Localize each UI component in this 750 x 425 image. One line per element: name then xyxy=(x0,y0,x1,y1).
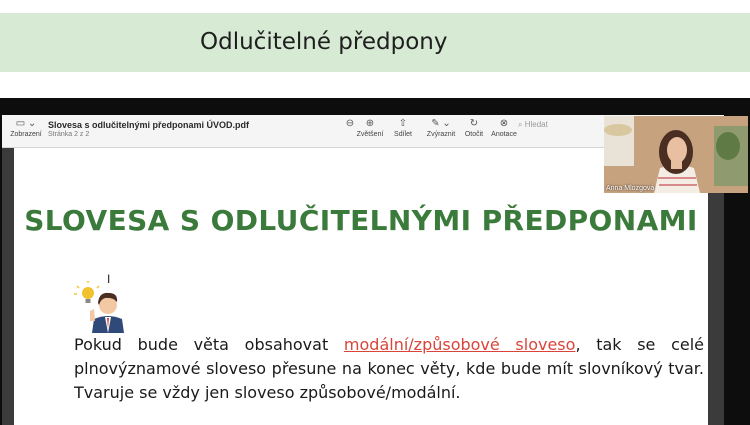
share-icon: ⇧ xyxy=(398,118,408,129)
lesson-banner xyxy=(0,13,750,72)
zoom-button[interactable]: ⊕ Zvětšení xyxy=(350,118,390,140)
zoom-out-icon[interactable]: ⊖ xyxy=(345,118,355,129)
participant-video-image xyxy=(604,116,748,193)
rotate-icon: ↻ xyxy=(469,118,479,129)
markup-icon: ⊗ xyxy=(499,118,509,129)
page-info: Stránka 2 z 2 xyxy=(48,131,90,138)
highlighted-phrase: modální/způsobové sloveso xyxy=(343,335,576,354)
view-button[interactable]: ▭ ⌄ Zobrazení xyxy=(8,118,44,140)
search-icon: ⌕ xyxy=(518,120,523,129)
slide-body-text: Pokud bude věta obsahovat modální/způsobové sloveso, tak se celé plnovýznamové sloveso přesune na konec věty, kde bude mít slovníkový tvar. Tvaruje se vždy jen sloveso způsobové/modální. xyxy=(74,335,705,402)
webcam-video xyxy=(604,116,748,193)
sidebar-view-icon: ▭ ⌄ xyxy=(15,118,37,129)
pen-icon: ✎ ⌄ xyxy=(431,118,451,129)
banner-title: Odlučitelné předpony xyxy=(200,29,448,55)
businessman-idea-icon xyxy=(72,281,132,333)
annotate-button[interactable]: ⊗ Anotace xyxy=(489,118,519,140)
zoom-in-icon: ⊕ xyxy=(365,118,375,129)
search-field[interactable]: ⌕ Hledat xyxy=(518,120,548,129)
share-button[interactable]: ⇧ Sdílet xyxy=(391,118,415,140)
slide-title: SLOVESA S ODLUČITELNÝMI PŘEDPONAMI xyxy=(24,204,698,237)
rotate-button[interactable]: ↻ Otočit xyxy=(464,118,484,138)
text-cursor-icon: I xyxy=(107,272,111,286)
shared-screen xyxy=(0,98,750,425)
document-title: Slovesa s odlučitelnými předponami ÚVOD.pdf xyxy=(48,120,250,130)
highlight-button[interactable]: ✎ ⌄ Zvýraznit xyxy=(424,118,458,140)
participant-name: Anna Mlozgová xyxy=(606,185,655,192)
